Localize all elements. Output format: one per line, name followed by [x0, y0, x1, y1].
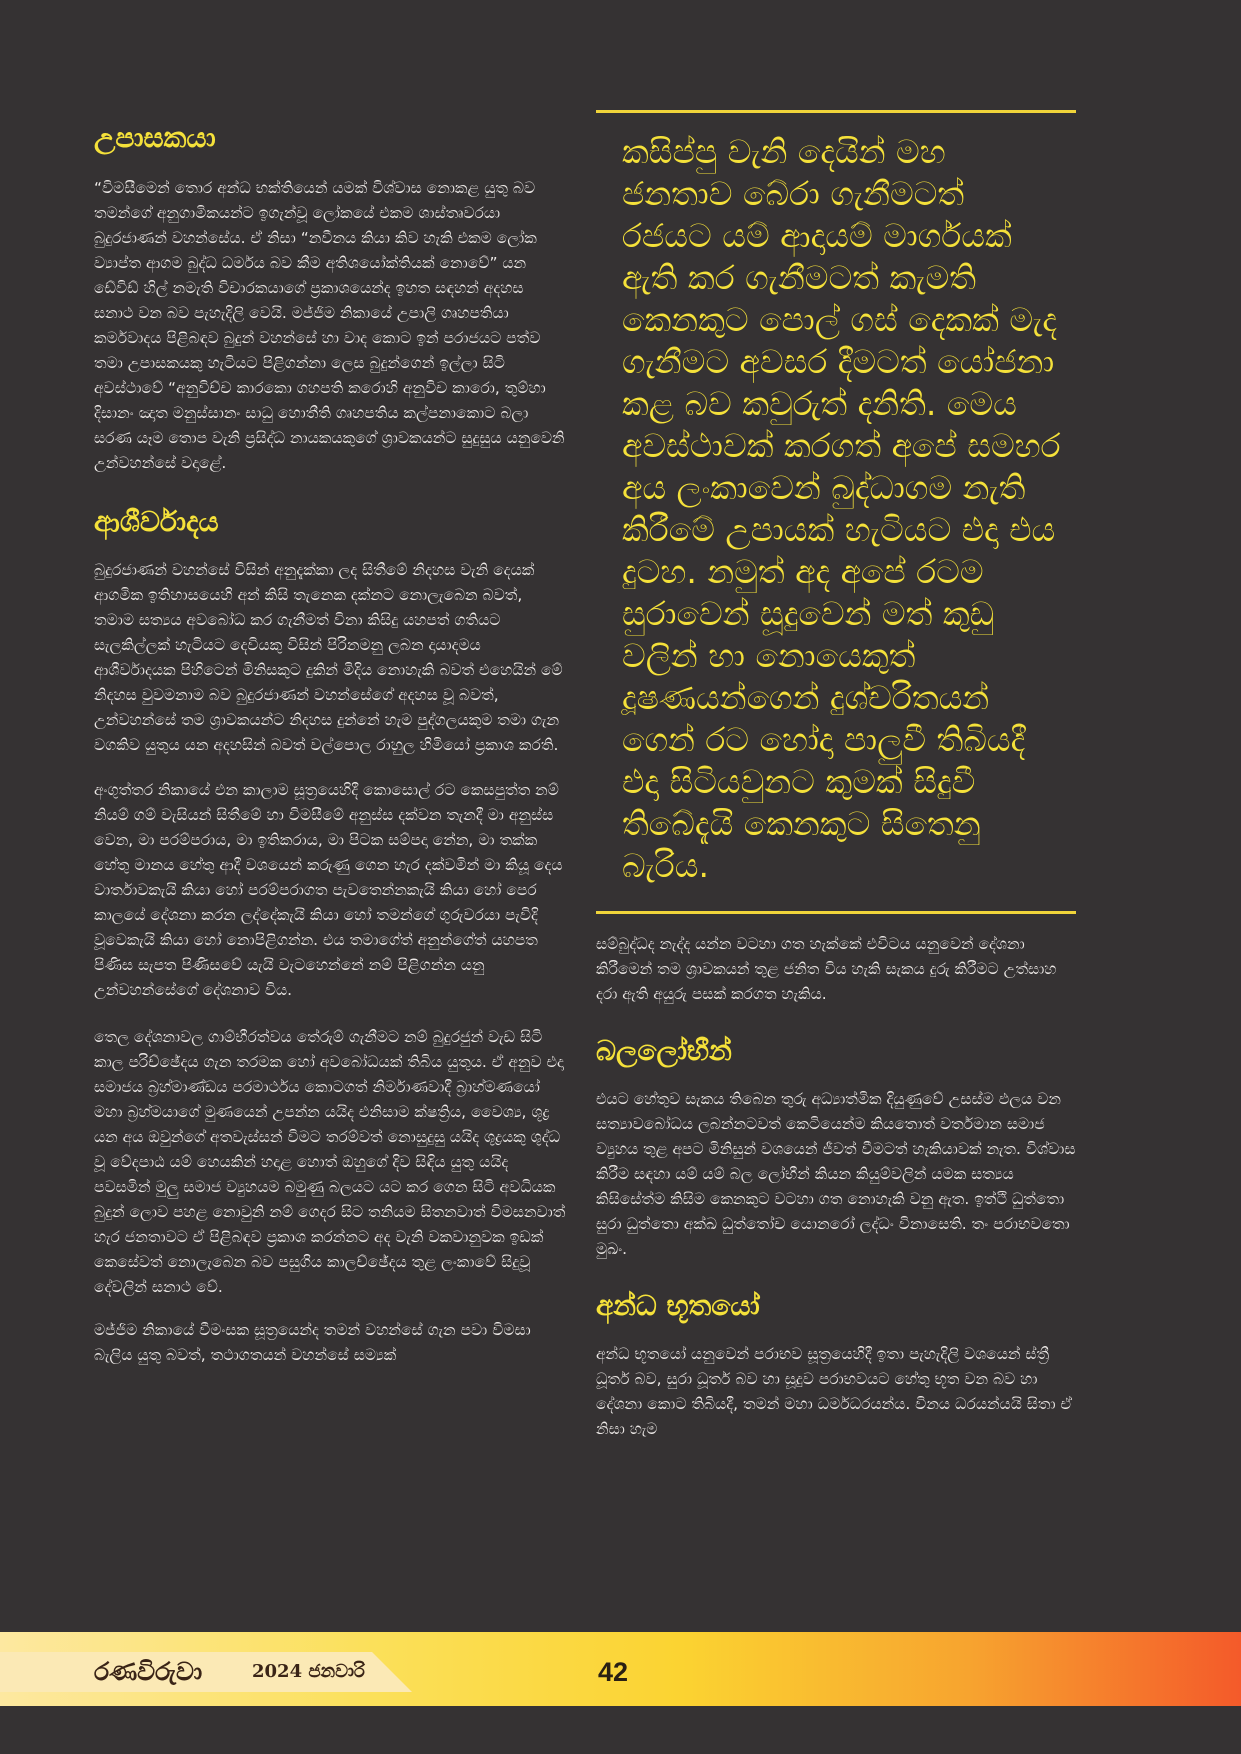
- left-column: [94, 118, 566, 1368]
- page-number: 42: [598, 1657, 629, 1687]
- section-heading-upasakaya: උපාසකයා: [94, 121, 216, 154]
- paragraph: අංගුත්තර නිකායේ එන කාලාම සූත්‍රයෙහිදී කොසොල් රට කෙසපුත්ත නම් නියම් ගම් වැසියන් සිතීමේ හා විමසීමේ අනුස්ස දක්වන තැනදී මා අනුස්ස වෙන, මා පරම්පරාය, මා ඉතිකරාය, මා පිටක සම්පදා නේන, මා තක්ක හේතු මානය හේතු ආදී වශයෙන් කරුණු ගෙන හැර දක්වමින් මා කියූ දෙය වාර්තාවකැයි කියා හෝ පරම්පරාගත පැවතෙන්නකැයි කියා හෝ පෙර කාලයේ දේශනා කරන ලද්දේකැයි කියා හෝ තමන්ගේ ගුරුවරයා පැවිදි වූවෙකැයි කියා හෝ නොපිළිගන්න. එය තමාගේත් අනුන්ගේත් යහපත පිණිස සැපත පිණිසවේ යැයි වැටහෙන්නේ නම් පිළිගන්න යනු උන්වහන්සේගේ දේශනාව විය.: [94, 781, 563, 999]
- paragraph: සම්බුද්ධද නැද්ද යන්න වටහා ගත හැක්කේ එවිටය යනුවෙන් දේශනා කිරීමෙන් තම ශ්‍රාවකයන් තුළ ජනිත විය හැකි සැකය දුරු කිරීමට උත්සාහ දරා ඇති අයුරු පසක් කරගත හැකිය.: [596, 935, 1057, 1003]
- section-heading-balalobheen: බලලෝභීන්: [596, 1034, 732, 1067]
- pull-quote-bottom-rule: [596, 911, 1076, 914]
- page-footer: [0, 1632, 1241, 1706]
- magazine-brand: රණවිරුවා: [94, 1657, 203, 1686]
- paragraph: බුදුරජාණන් වහන්සේ විසින් අනුදැක්කා ලද සිතීමේ නිදහස වැනි දෙයක් ආගමික ඉතිහාසයෙහි අන් කිසි තැනෙක දක්නට නොලැබෙන බවත්, තමාම සත්‍යය අවබෝධ කර ගැනීමත් විනා කිසිදු යහපත් ගතියට සැලකිල්ලක් හැටියට දෙවියකු විසින් පිරිනමනු ලබන දායාදමය ආශීර්වාදයක පිහිටෙන් මිනිසකුට දුකින් මිදිය නොහැකි බවත් එහෙයින් මේ නිදහස වුවමනාම බව බුදුරජාණන් වහන්සේගේ අදහස වූ බවත්, උන්වහන්සේ තම ශ්‍රාවකයන්ට නිදහස දුන්නේ හැම පුද්ගලයකුම තමා ගැන වගකිව යුතුය යන අදහසින් බවත් වල්පොල රාහුල හිමියෝ ප්‍රකාශ කරති.: [94, 561, 563, 754]
- paragraph: “විමසීමෙන් තොර අන්ධ භක්තියෙන් යමක් විශ්වාස නොකළ යුතු බව තමන්ගේ අනුගාමිකයන්ට ඉගැන්වූ ලෝකයේ එකම ශාස්තෘවරයා බුදුරජාණන් වහන්සේය. ඒ නිසා “නවීනය කියා කිව හැකි එකම ලෝක ව්‍යාප්ත ආගම බුද්ධ ධර්මය බව කීම අතිශයෝක්තියක් නොවේ” යන ඩේවිඩ් හිල් නමැති විචාරකයාගේ ප්‍රකාශයෙන්ද ඉහත සඳහන් අදහස සනාථ වන බව පැහැදිලි වෙයි. මජ්ජිම නිකායේ උපාලි ගෘහපතියා කර්මවාදය පිළිබඳව බුදුන් වහන්සේ හා වාද කොට ඉන් පරාජයට පත්ව තමා උපාසකයකු හැටියට පිළිගන්නා ලෙස බුදුන්ගෙන් ඉල්ලා සිටි අවස්ථාවේ “අනුවිච්ච කාරකො ගහපති කරොහි අනුවිච කාරො, තුම්හා දිසානං ඤාත මනුස්සානං සාධු හොතීති ගෘහපතිය‍ කල්පනාකොට බලා සරණ යෑම තොප වැනි ප්‍රසිද්ධ නායකයකුගේ ශ්‍රාවකයන්ට සුදුසුය යනුවෙනි උන්වහන්සේ වදාළේ.: [94, 179, 565, 472]
- issue-date: 2024 ජනවාරි: [252, 1661, 365, 1682]
- right-column: [596, 110, 1076, 1442]
- paragraph: මජ්ජිම නිකායේ වීමංසක සූත්‍රයෙන්ද තමන් වහන්සේ ගැන පවා විමසා බැලිය යුතු බවත්, තථාගතයන් වහන්සේ සම්‍යක්: [94, 1321, 531, 1364]
- section-heading-andha-bhoothayo: අන්ධ භූතයෝ: [596, 1289, 760, 1322]
- paragraph: එයට හේතුව සැකය තිබෙන තුරු අධ්‍යාත්මික දියුණුවේ උසස්ම ඵලය වන සත්‍යාවබෝධය ලබන්නටවත් කෙටියෙන්ම කියතොත් වර්තමාන සමාජ ව්‍යුහය තුළ අපට මිනිසුන් වශයෙන් ජීවත් වීමටත් හැකියාවක් නැත. විශ්වාස කිරීම සඳහා යම් යම් බල ලෝභීන් කියන කියුම්වලින් යමක සත්‍යය කිසිසේත්ම කිසිම කෙනකුට වටහා ගත නොහැකි වනු ඇත. ඉත්ථි ධුත්තො සුරා ධුත්තො අක්ඛ ධුත්තෝච යොනරෝ ලද්ධං විනාසෙති. තං පරාභවතො මුඛං.: [596, 1090, 1076, 1258]
- paragraph: තෙල දේශනාවල ගාම්භීරත්වය තේරුම් ගැනීමට නම් බුදුරජුන් වැඩ සිටි කාල පරිච්ඡේදය ගැන තරමක හෝ අවබෝධයක් තිබිය යුතුය. ඒ අනුව එදා සමාජය බ්‍රහ්මාණ්ඩය පරමාර්ථය කොටගත් නිර්මාණවාදී බ්‍රාහ්මණයෝ මහා බ්‍රහ්මයාගේ මුණයෙන් උපන්න යයිද එනිසාම ක්ෂත්‍රිය, වෛශ්‍ය, ශූද්‍ර යන අය ඔවුන්ගේ අතවැස්සන් විමට තරම්වත් නොසුදුසු යයිද ශුද්‍රයකු ශුද්ධ වූ වේදපාඨ යම් හෙයකින් හදාළ හොත් ඔහුගේ දිව සිඳිය යුතු යයිද පවසමින් මුලු සමාජ ව්‍යුහයම බමුණු බලයට යට කර ගෙන සිටි අවධියක බුදුන් ලොව පහළ නොවුනි නම් ගෙදර සිට තනියම සිතනවාත් විමසනවාත් හැර ජනතාවට ඒ පිළිබඳව ප්‍රකාශ කරන්නට අද වැනි වකවානුවක ඉඩක් කෙසේවත් නොලැබෙන බව පසුගිය කාලච්ඡේදය තුළ ලංකාවේ සිදුවූ දේවලින් සනාථ වේ.: [94, 1028, 566, 1296]
- section-heading-ashirwadaya: ආශීර්වාදය: [94, 505, 219, 538]
- pull-quote: කසිප්පු වැනි දෙයින් මහ ජනතාව බේරා ගැනීමටත් රජයට යම් ආදායම් මාර්ගයක් ඇති කර ගැනීමටත් කැමති කෙනකුට පොල් ගස් දෙකක් මැද ගැනීමට අවසර දීමටත් යෝජනා කළ බව කවුරුත් දනිති. මෙය අවස්ථාවක් කරගත් අපේ සමහර අය ලංකාවෙන් බුද්ධාගම නැති කිරීමේ උපායක් හැටියට එදා එය දුටහ. නමුත් අද අපේ රටම සුරාවෙන් සූදුවෙන් මත් කුඩු වලින් හා නොයෙකුත් දූෂණයන්ගෙන් දුශ්චරිතයන් ගෙන් රට හෝදා පාලුවී තිබියදී එදා සිටියවුනට කුමක් සිදුවී තිබේදැයි කෙනකුට සිතෙනු බැරිය.: [622, 132, 1061, 885]
- pull-quote-top-rule: [596, 110, 1076, 113]
- paragraph: අන්ධ භූතයෝ යනුවෙන් පරාභව සූත්‍රයෙහිදී ඉතා පැහැදිලි වශයෙන් ස්ත්‍රී ධූර්ත බව, සුරා ධූර්ත බව හා සූදුව පරාභවයට හේතු භූත වන බව හා දේශනා කොට තිබියදී, තමන් මහා ධර්මධරයන්ය. විනය ධරයන්යයි සිතා ඒ නිසා හැම: [596, 1345, 1073, 1438]
